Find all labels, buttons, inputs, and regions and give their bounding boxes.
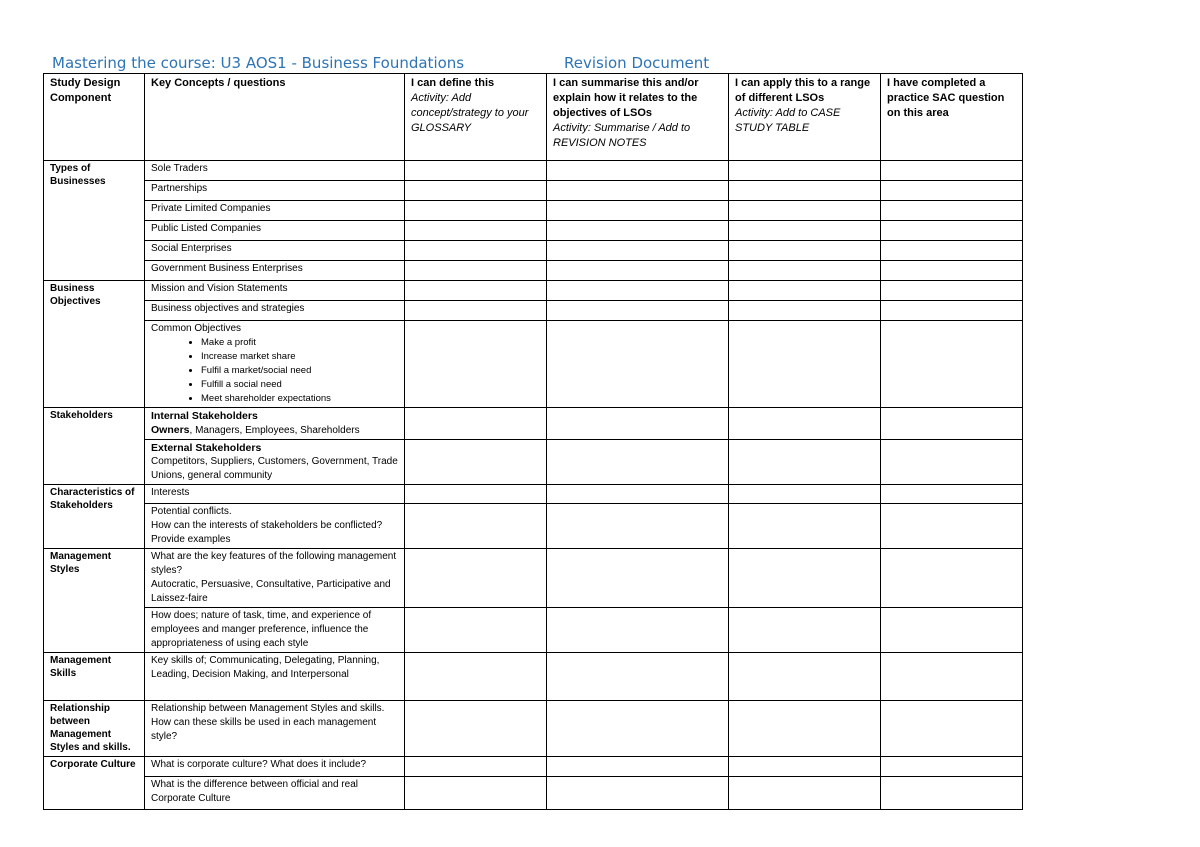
- header-component: Study Design Component: [44, 74, 145, 161]
- concept-cell: Key skills of; Communicating, Delegating, Planning, Leading, Decision Making, and Interpersonal: [145, 653, 405, 701]
- external-stakeholders-label: External Stakeholders: [151, 442, 262, 454]
- concept-cell: Potential conflicts. How can the interests of stakeholders be conflicted? Provide examples: [145, 504, 405, 549]
- concept-cell: Partnerships: [145, 181, 405, 201]
- header-sac: I have completed a practice SAC question on this area: [881, 74, 1023, 161]
- list-item: • Fulfil a market/social need: [201, 364, 398, 378]
- concept-cell: What is corporate culture? What does it include?: [145, 757, 405, 777]
- table-row: [44, 653, 1023, 701]
- concept-cell: Social Enterprises: [145, 241, 405, 261]
- header-concepts: Key Concepts / questions: [145, 74, 405, 161]
- component-objectives: Business Objectives: [44, 281, 145, 408]
- table-row: [44, 301, 1023, 321]
- table-row: [44, 408, 1023, 440]
- concept-cell: What are the key features of the following management styles? Autocratic, Persuasive, Consultative, Participative and Laissez-faire: [145, 549, 405, 608]
- header-row: [44, 74, 1023, 161]
- table-row: [44, 549, 1023, 608]
- concept-cell: Relationship between Management Styles and skills. How can these skills be used in each management style?: [145, 701, 405, 757]
- table-row: [44, 608, 1023, 653]
- table-row: [44, 321, 1023, 408]
- revision-table: [43, 73, 1023, 810]
- concept-cell: Public Listed Companies: [145, 221, 405, 241]
- header-apply: I can apply this to a range of different LSOs Activity: Add to CASE STUDY TABLE: [729, 74, 881, 161]
- document-title: [52, 54, 710, 72]
- table-row: [44, 261, 1023, 281]
- component-relationship: Relationship between Management Styles and skills.: [44, 701, 145, 757]
- internal-stakeholders-text: Owners, Managers, Employees, Shareholders: [151, 424, 360, 436]
- header-define: I can define this Activity: Add concept/strategy to your GLOSSARY: [405, 74, 547, 161]
- title-main: Mastering the course: U3 AOS1 - Business Foundations: [52, 54, 465, 72]
- concept-cell: [145, 408, 405, 440]
- table-row: [44, 504, 1023, 549]
- external-stakeholders-text: Competitors, Suppliers, Customers, Government, Trade Unions, general community: [151, 456, 398, 481]
- concept-cell: Government Business Enterprises: [145, 261, 405, 281]
- component-stakeholders: Stakeholders: [44, 408, 145, 485]
- list-item: • Make a profit: [201, 336, 398, 350]
- table-row: [44, 281, 1023, 301]
- internal-stakeholders-label: Internal Stakeholders: [151, 410, 258, 422]
- component-types: Types of Businesses: [44, 161, 145, 281]
- list-item: • Meet shareholder expectations: [201, 392, 398, 406]
- table-row: [44, 181, 1023, 201]
- concept-cell: Interests: [145, 485, 405, 504]
- component-styles: Management Styles: [44, 549, 145, 653]
- concept-cell: Private Limited Companies: [145, 201, 405, 221]
- common-objectives-list: [151, 336, 398, 406]
- concept-cell: Sole Traders: [145, 161, 405, 181]
- component-skills: Management Skills: [44, 653, 145, 701]
- concept-cell: What is the difference between official and real Corporate Culture: [145, 777, 405, 810]
- component-culture: Corporate Culture: [44, 757, 145, 810]
- concept-cell: [145, 321, 405, 408]
- component-characteristics: Characteristics of Stakeholders: [44, 485, 145, 549]
- table-row: [44, 440, 1023, 485]
- table-row: [44, 201, 1023, 221]
- concept-cell: How does; nature of task, time, and experience of employees and manger preference, influence the appropriateness of using each style: [145, 608, 405, 653]
- table-row: [44, 701, 1023, 757]
- table-row: [44, 777, 1023, 810]
- title-sub: Revision Document: [564, 54, 710, 72]
- concept-cell: [145, 440, 405, 485]
- list-item: • Increase market share: [201, 350, 398, 364]
- table-row: [44, 485, 1023, 504]
- concept-cell: Mission and Vision Statements: [145, 281, 405, 301]
- table-row: [44, 757, 1023, 777]
- table-row: [44, 161, 1023, 181]
- header-summarise: I can summarise this and/or explain how it relates to the objectives of LSOs Activity: Summarise / Add to REVISION NOTES: [547, 74, 729, 161]
- table-row: [44, 241, 1023, 261]
- concept-cell: Business objectives and strategies: [145, 301, 405, 321]
- list-item: • Fulfill a social need: [201, 378, 398, 392]
- table-row: [44, 221, 1023, 241]
- common-objectives-label: Common Objectives: [151, 323, 242, 334]
